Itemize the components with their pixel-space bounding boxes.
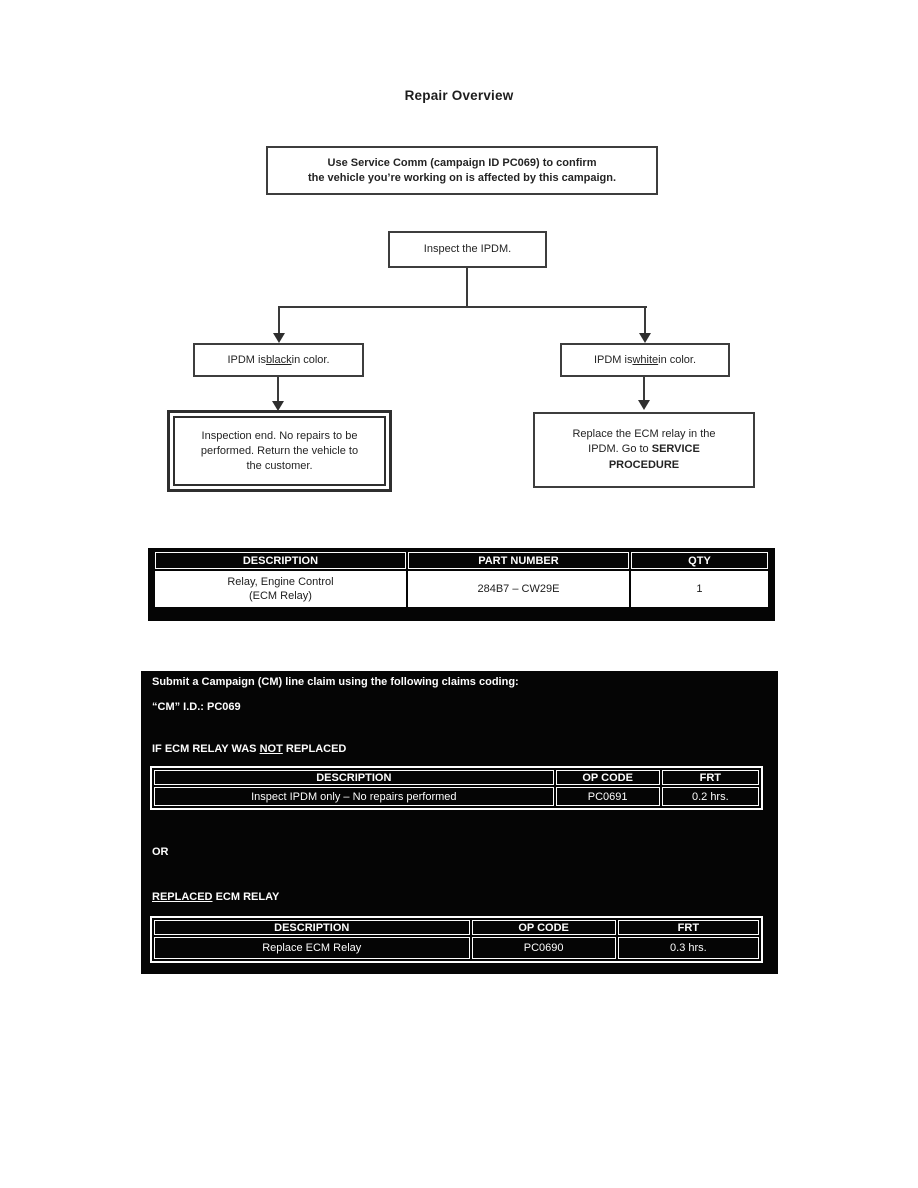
right-down-arrowhead2-icon [638,400,650,410]
parts-cell-qty: 1 [631,571,768,607]
parts-table [148,548,775,621]
claims2-header-description: DESCRIPTION [154,920,470,935]
claims1-header-frt: FRT [662,770,759,785]
end-box-line1: Inspection end. No repairs to be [201,429,358,442]
flowchart-ipdm-white-box [560,343,730,377]
claims2-header-frt: FRT [618,920,759,935]
not-replaced-underlined-word: NOT [259,743,283,755]
claims-table2-header-row [154,920,759,935]
parts-cell-description [155,571,406,607]
claims-intro-text: Submit a Campaign (CM) line claim using the following claims coding: [152,676,519,688]
cm-id-text: “CM” I.D.: PC069 [152,701,241,713]
inspection-end-box-inner [173,416,386,486]
parts-description-line1: Relay, Engine Control [227,576,334,588]
left-down-arrowhead-icon [273,333,285,343]
parts-table-row [155,571,768,607]
claims2-header-op-code: OP CODE [472,920,616,935]
or-label: OR [152,846,169,858]
flowchart-ipdm-black-box [193,343,364,377]
flowchart-replace-relay-box [533,412,755,488]
not-replaced-post: REPLACED [282,743,347,755]
end-box-line3: the customer. [246,459,313,472]
claims1-cell-op-code: PC0691 [556,787,660,806]
confirm-box-line2: the vehicle you’re working on is affected by this campaign. [307,171,617,184]
claims1-header-op-code: OP CODE [556,770,660,785]
branch-black-pre: IPDM is [227,353,266,366]
parts-header-qty: QTY [631,552,768,569]
branch-black-post: in color. [291,353,330,366]
replace-box-line2-pre: IPDM. Go to [588,443,652,456]
replace-box-line2-bold: SERVICE [651,443,700,456]
replace-box-line3: PROCEDURE [608,458,680,471]
branch-black-underlined-word: black [265,353,292,366]
flowchart-inspect-box: Inspect the IPDM. [388,231,547,268]
not-replaced-pre: IF ECM RELAY WAS [152,743,260,755]
branch-white-pre: IPDM is [593,353,633,366]
branch-white-post: in color. [658,353,697,366]
page-title: Repair Overview [404,88,514,103]
confirm-box-line1: Use Service Comm (campaign ID PC069) to confirm [327,156,597,169]
claims-table-not-replaced [150,766,763,810]
parts-header-description: DESCRIPTION [155,552,406,569]
right-arrow2-line [643,377,645,401]
claims2-cell-description: Replace ECM Relay [154,937,470,959]
claims1-cell-description: Inspect IPDM only – No repairs performed [154,787,554,806]
claims-table-replaced [150,916,763,964]
claims-table2-row [154,937,759,959]
connector-stub-line [466,268,468,308]
claims2-cell-op-code: PC0690 [472,937,616,959]
flowchart-inspection-end-box [167,410,392,492]
branch-white-underlined-word: white [632,353,659,366]
parts-cell-part-number: 284B7 – CW29E [408,571,629,607]
replace-box-line2 [588,442,700,458]
left-arrow2-line [277,377,279,402]
parts-table-header-row [155,552,768,569]
flowchart-confirm-box [266,146,658,195]
end-box-line2: performed. Return the vehicle to [200,444,359,457]
claims-coding-panel [141,671,778,974]
parts-description-line2: (ECM Relay) [248,590,312,602]
not-replaced-heading [152,743,346,755]
replaced-underlined-word: REPLACED [152,891,213,903]
parts-header-part-number: PART NUMBER [408,552,629,569]
right-arrow-line [644,306,646,334]
claims1-cell-frt: 0.2 hrs. [662,787,759,806]
claims2-cell-frt: 0.3 hrs. [618,937,759,959]
right-down-arrowhead-icon [639,333,651,343]
connector-horizontal-line [279,306,647,308]
replaced-heading [152,891,279,903]
replaced-post: ECM RELAY [212,891,280,903]
claims1-header-description: DESCRIPTION [154,770,554,785]
left-arrow-line [278,306,280,334]
claims-table1-row [154,787,759,806]
replace-box-line1: Replace the ECM relay in the [572,427,716,440]
claims-table1-header-row [154,770,759,785]
